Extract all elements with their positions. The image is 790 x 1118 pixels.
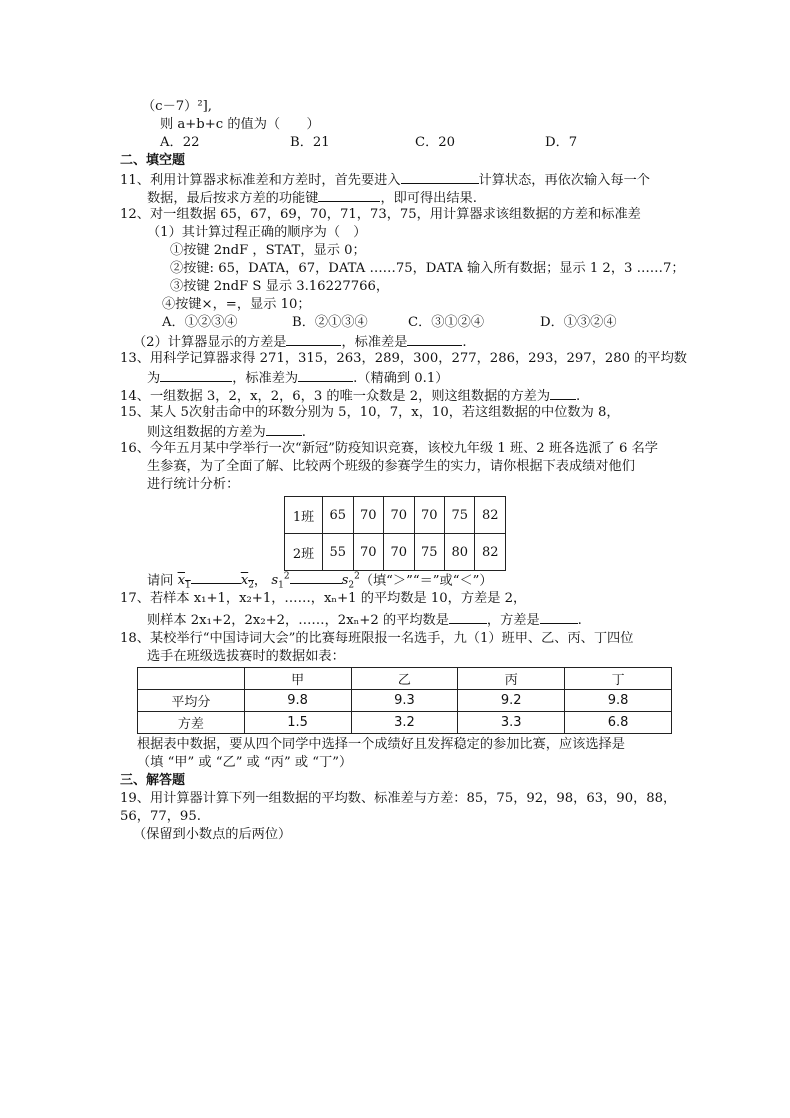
- q18-line3: 根据表中数据，要从四个同学中选择一个成绩好且发挥稳定的参加比赛，应该选择是: [137, 737, 625, 752]
- table-cell: 3.3: [458, 712, 565, 734]
- table-cell: 70: [414, 497, 444, 534]
- table-cell: 70: [353, 534, 383, 571]
- q16-line2: 生参赛，为了全面了解、比较两个班级的参赛学生的实力，请你根据下表成绩对他们: [147, 459, 635, 474]
- q15-line2: [147, 422, 306, 442]
- table-cell: 9.8: [244, 690, 351, 712]
- table-header-cell: 甲: [244, 668, 351, 690]
- q12-blank-variance[interactable]: [286, 332, 341, 346]
- table-header-cell: 乙: [351, 668, 458, 690]
- q16-line3: 进行统计分析：: [147, 477, 240, 492]
- q17-text-a: 则样本 2x₁+2，2x₂+2，……，2xₙ+2 的平均数是: [147, 613, 449, 628]
- q12-option-d: D．①③②④: [540, 315, 617, 330]
- section-heading-solve: 三、解答题: [120, 773, 186, 788]
- q14-text-a: 14、一组数据 3，2，x，2，6，3 的唯一众数是 2，则这组数据的方差为: [120, 389, 551, 404]
- q18-data-table: [137, 667, 672, 734]
- table-header-cell: 丁: [565, 668, 672, 690]
- table-cell: 9.2: [458, 690, 565, 712]
- table-row: [285, 534, 506, 571]
- table-cell: 70: [384, 534, 414, 571]
- table-header-cell: 丙: [458, 668, 565, 690]
- q17-blank-variance[interactable]: [540, 610, 578, 624]
- q13-text-b: 为: [147, 371, 161, 386]
- q12-step3: ③按键 2ndF S 显示 3.16227766，: [170, 279, 390, 294]
- q12-part2: [133, 332, 467, 352]
- mean-x2-symbol: $x_2$: [240, 573, 254, 592]
- q12-line: 12、对一组数据 65，67，69，70，71，73，75，用计算器求该组数据的方差和标准差: [120, 207, 641, 222]
- q11-text-d: ，即可得出结果.: [380, 191, 477, 206]
- q19-line3: （保留到小数点的后两位）: [133, 827, 292, 842]
- q17-text-b: ，方差是: [486, 613, 540, 628]
- q11-text-c: 数据，最后按求方差的功能键: [147, 191, 319, 206]
- q14-blank[interactable]: [550, 386, 576, 400]
- line-prev-question: 则 a+b+c 的值为（ ）: [160, 117, 320, 132]
- q16-text-qing: 请问: [147, 573, 174, 589]
- q11-blank2[interactable]: [318, 188, 380, 202]
- table-cell: 2班: [285, 534, 323, 571]
- table-row: [285, 497, 506, 534]
- q12-2-text-a: （2）计算器显示的方差是: [133, 335, 287, 350]
- q11-blank1[interactable]: [401, 170, 479, 184]
- q17-text-c: .: [577, 613, 582, 628]
- q17-line1: 17、若样本 x₁+1，x₂+1，……，xₙ+1 的平均数是 10，方差是 2，: [120, 591, 527, 606]
- table-header-cell: [138, 668, 245, 690]
- q16-blank-variance[interactable]: [290, 570, 342, 584]
- table-cell: 6.8: [565, 712, 672, 734]
- q12-option-c: C．③①②④: [408, 315, 485, 330]
- q16-line1: 16、今年五月某中学举行一次“新冠”防疫知识竞赛，该校九年级 1 班、2 班各选派了 6 名学: [120, 441, 658, 456]
- table-cell: 3.2: [351, 712, 458, 734]
- table-cell: 1班: [285, 497, 323, 534]
- option-d: D．7: [545, 135, 578, 150]
- variance-s1-symbol: $s_1^2$: [271, 572, 290, 592]
- table-cell: 55: [323, 534, 353, 571]
- table-cell: 70: [353, 497, 383, 534]
- q13-blank-stddev[interactable]: [298, 368, 353, 382]
- q14-text-b: .: [576, 389, 581, 404]
- q12-part1: （1）其计算过程正确的顺序为（ ）: [147, 225, 367, 240]
- q15-text-b: 则这组数据的方差为: [147, 425, 266, 440]
- variance-s2-symbol: $s_2^2$: [341, 572, 360, 592]
- table-cell: 82: [475, 497, 506, 534]
- q12-option-b: B．②①③④: [292, 315, 368, 330]
- q15-blank[interactable]: [266, 422, 302, 436]
- q14-line: [120, 386, 580, 406]
- q12-step2: ②按键: 65，DATA，67，DATA ……75，DATA 输入所有数据；显示 1 2，3 ……7；: [170, 261, 685, 276]
- q12-2-text-c: .: [462, 335, 467, 350]
- table-cell: 9.3: [351, 690, 458, 712]
- q11-line2: [147, 188, 477, 208]
- option-b: B．21: [290, 135, 330, 150]
- mean-x1-symbol: $x_1$: [177, 573, 191, 592]
- q13-blank-mean[interactable]: [160, 368, 232, 382]
- q16-scores-table: [284, 496, 506, 571]
- table-cell: 9.8: [565, 690, 672, 712]
- table-cell: 平均分: [138, 690, 245, 712]
- q13-text-d: .（精确到 0.1）: [353, 371, 449, 386]
- q12-blank-stddev[interactable]: [407, 332, 462, 346]
- section-heading-fill-in: 二、填空题: [120, 153, 186, 168]
- q16-blank-mean[interactable]: [191, 570, 241, 584]
- table-cell: 75: [414, 534, 444, 571]
- q16-comma: ，: [253, 573, 268, 589]
- q11-text-b: 计算状态，再依次输入每一个: [478, 173, 650, 188]
- q19-line1: 19、用计算器计算下列一组数据的平均数、标准差与方差：85，75，92，98，63，90，88，: [120, 791, 677, 806]
- table-cell: 82: [475, 534, 506, 571]
- q12-2-text-b: ，标准差是: [341, 335, 408, 350]
- option-c: C．20: [415, 135, 456, 150]
- q13-line1: 13、用科学记算器求得 271，315，263，289，300，277，286，293，297，280 的平均数: [120, 351, 687, 366]
- q19-line2: 56，77，95.: [120, 809, 201, 824]
- q17-line2: [147, 610, 582, 630]
- table-header-row: [138, 668, 672, 690]
- q11-text-a: 11、利用计算器求标准差和方差时，首先要进入: [120, 173, 401, 188]
- table-row: [138, 690, 672, 712]
- table-cell: 方差: [138, 712, 245, 734]
- q18-line4: （填 “甲” 或 “乙” 或 “丙” 或 “丁”）: [137, 755, 353, 770]
- q15-line1: 15、某人 5次射击命中的环数分别为 5，10，7，x，10，若这组数据的中位数为 8，: [120, 405, 620, 420]
- q12-option-a: A．①②③④: [162, 315, 238, 330]
- q17-blank-mean[interactable]: [449, 610, 487, 624]
- q12-step4: ④按键×，=，显示 10；: [162, 297, 311, 312]
- q16-fill-hint: （填“＞”“＝”或“＜”）: [359, 573, 493, 589]
- q11-line1: [120, 170, 650, 190]
- option-a: A．22: [160, 135, 200, 150]
- q13-line2: [147, 368, 448, 388]
- table-row: [138, 712, 672, 734]
- line-prev-continuation: （c－7）²],: [142, 99, 212, 114]
- q15-text-c: .: [301, 425, 306, 440]
- q13-text-c: ，标准差为: [232, 371, 299, 386]
- table-cell: 70: [384, 497, 414, 534]
- table-cell: 65: [323, 497, 353, 534]
- q18-line2: 选手在班级选拔赛时的数据如表：: [147, 649, 345, 664]
- q12-step1: ①按键 2ndF ，STAT，显示 0；: [170, 243, 366, 258]
- table-cell: 1.5: [244, 712, 351, 734]
- q18-line1: 18、某校举行“中国诗词大会”的比赛每班限报一名选手，九（1）班甲、乙、丙、丁四位: [120, 631, 634, 646]
- table-cell: 75: [444, 497, 474, 534]
- table-cell: 80: [444, 534, 474, 571]
